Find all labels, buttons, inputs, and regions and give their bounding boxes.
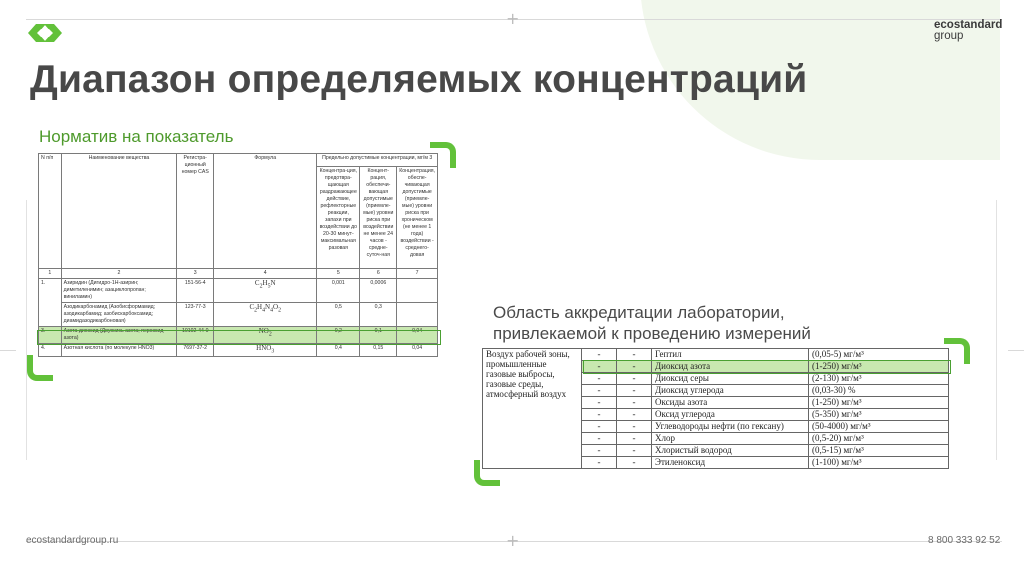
highlight-outline-table2 [583, 360, 951, 374]
cell-b: - [617, 385, 652, 397]
row-value-annual: 0,04 [397, 344, 438, 357]
accreditation-subtitle-line-1: Область аккредитации лаборатории, [493, 303, 785, 322]
cell-b: - [617, 421, 652, 433]
cell-range: (1-250) мг/м³ [809, 361, 949, 373]
header-cell-pdk-daily: Концент-рация, обеспечи-вающая допустимые (приемле-мые) уровни риска при воздействии не менее 24 часов - средне-суточ-ная [360, 167, 397, 269]
cell-name: Этиленоксид [652, 457, 809, 469]
header-cell-pdk: Предельно допустимые концентрации, мг/м 3 [317, 154, 438, 167]
row-num: 1. [39, 279, 62, 327]
row-value-annual [397, 279, 438, 303]
guide-tick-left [0, 350, 16, 351]
highlight-outline-table1 [37, 330, 441, 345]
cell-range: (0,03-30) % [809, 385, 949, 397]
row-value-daily: 0,0006 [360, 279, 397, 303]
cell-name: Оксиды азота [652, 397, 809, 409]
cell-b: - [617, 445, 652, 457]
row-value-annual [397, 303, 438, 327]
cell-name: Хлор [652, 433, 809, 445]
cell-range: (1-250) мг/м³ [809, 397, 949, 409]
cell-b: - [617, 397, 652, 409]
row-num: 3. [39, 327, 62, 344]
cell-a: - [582, 361, 617, 373]
header-cell-pdk-max: Концентра-ция, предотвра-щающая раздражающее действие, рефлекторные реакции, запахи при воздействии до 20-30 минут-максимальная разовая [317, 167, 360, 269]
cell-b: - [617, 361, 652, 373]
index-cell: 6 [360, 269, 397, 279]
cell-a: - [582, 433, 617, 445]
row-num: 4. [39, 344, 62, 357]
table-index-row [39, 269, 438, 279]
plus-mark-top: + [506, 9, 520, 28]
norm-subtitle: Норматив на показатель [39, 127, 234, 146]
page-title: Диапазон определяемых концентраций [30, 58, 808, 101]
corner-bracket-table1-bottom-left [27, 355, 53, 381]
row-value-daily: 0,1 [360, 327, 397, 344]
row-name: Азотная кислота (по молекуле HNO3) [61, 344, 177, 357]
index-cell: 3 [177, 269, 214, 279]
row-name: Азота диоксид (Двуокись азота; пероксид азота) [61, 327, 177, 344]
table-header-row [39, 154, 438, 167]
row-value-max: 0,2 [317, 327, 360, 344]
row-cas: 7697-37-2 [177, 344, 214, 357]
accreditation-subtitle-line-2: привлекаемой к проведению измерений [493, 324, 811, 343]
brand-name [934, 20, 1002, 42]
guide-tick-right [1008, 350, 1024, 351]
cell-name: Гептил [652, 349, 809, 361]
table-row [39, 344, 438, 357]
cell-name: Диоксид углерода [652, 385, 809, 397]
row-value-max: 0,5 [317, 303, 360, 327]
header-cell-name: Наименование вещества [61, 154, 177, 269]
cell-a: - [582, 397, 617, 409]
cell-a: - [582, 385, 617, 397]
row-name: Азиридин (Дигидро-1H-азирин; диметиленимин; азациклопропан; виниламин) [61, 279, 177, 303]
row-cas: 123-77-3 [177, 303, 214, 327]
row-name: Азодикарбонамид (Азобисформамид; азодикарбамид; азобискарбоксамид; диамидазодикарбоновая) [61, 303, 177, 327]
header-cell-pdk-annual: Концентрация, обеспе-чивающая допустимые (приемле-мые) уровни риска при хроническом (не менее 1 года) воздействии - среднего-довая [397, 167, 438, 269]
footer-phone: 8 800 333 92 52 [928, 535, 1001, 546]
row-formula: $NO_2$ [214, 327, 317, 344]
index-cell: 4 [214, 269, 317, 279]
cell-b: - [617, 457, 652, 469]
cell-b: - [617, 349, 652, 361]
row-cas: 10102-44-0 [177, 327, 214, 344]
row-value-annual: 0,04 [397, 327, 438, 344]
cell-a: - [582, 349, 617, 361]
cell-range: (0,5-20) мг/м³ [809, 433, 949, 445]
cell-name: Углеводороды нефти (по гексану) [652, 421, 809, 433]
row-value-max: 0,4 [317, 344, 360, 357]
cell-name: Диоксид серы [652, 373, 809, 385]
cell-range: (2-130) мг/м³ [809, 373, 949, 385]
cell-range: (0,05-5) мг/м³ [809, 349, 949, 361]
table-row [483, 349, 949, 361]
row-formula: $C_2H_5N$ [214, 279, 317, 303]
cell-name: Диоксид азота [652, 361, 809, 373]
cell-a: - [582, 421, 617, 433]
cell-b: - [617, 433, 652, 445]
header-cell-cas: Регистра-ционный номер CAS [177, 154, 214, 269]
cell-a: - [582, 457, 617, 469]
row-formula: $HNO_3$ [214, 344, 317, 357]
row-value-max: 0,001 [317, 279, 360, 303]
ecostandard-logo-icon [24, 20, 66, 46]
table-row [39, 279, 438, 303]
cell-range: (1-100) мг/м³ [809, 457, 949, 469]
cell-b: - [617, 409, 652, 421]
cell-a: - [582, 445, 617, 457]
cell-b: - [617, 373, 652, 385]
index-cell: 5 [317, 269, 360, 279]
row-formula: $C_2H_4N_4O_2$ [214, 303, 317, 327]
guide-line-left [26, 200, 27, 460]
group-label-cell: Воздух рабочей зоны, промышленные газовые выбросы, газовые среды, атмосферный воздух [483, 349, 582, 469]
index-cell: 1 [39, 269, 62, 279]
table-row [39, 303, 438, 327]
header-cell-formula: Формула [214, 154, 317, 269]
cell-range: (0,5-15) мг/м³ [809, 445, 949, 457]
cell-name: Оксид углерода [652, 409, 809, 421]
cell-range: (50-4000) мг/м³ [809, 421, 949, 433]
index-cell: 7 [397, 269, 438, 279]
index-cell: 2 [61, 269, 177, 279]
accreditation-subtitle [493, 302, 811, 344]
norm-table [38, 153, 438, 357]
cell-name: Хлористый водород [652, 445, 809, 457]
brand-line-1: ecostandard [934, 19, 1003, 31]
header-cell-num: N п/п [39, 154, 62, 269]
plus-mark-bottom: + [506, 531, 520, 550]
row-cas: 151-56-4 [177, 279, 214, 303]
row-value-daily: 0,15 [360, 344, 397, 357]
guide-line-right [996, 200, 997, 460]
cell-a: - [582, 409, 617, 421]
row-value-daily: 0,3 [360, 303, 397, 327]
footer-website-link[interactable]: ecostandardgroup.ru [26, 535, 119, 546]
cell-a: - [582, 373, 617, 385]
brand-line-2: group [934, 30, 964, 42]
cell-range: (5-350) мг/м³ [809, 409, 949, 421]
